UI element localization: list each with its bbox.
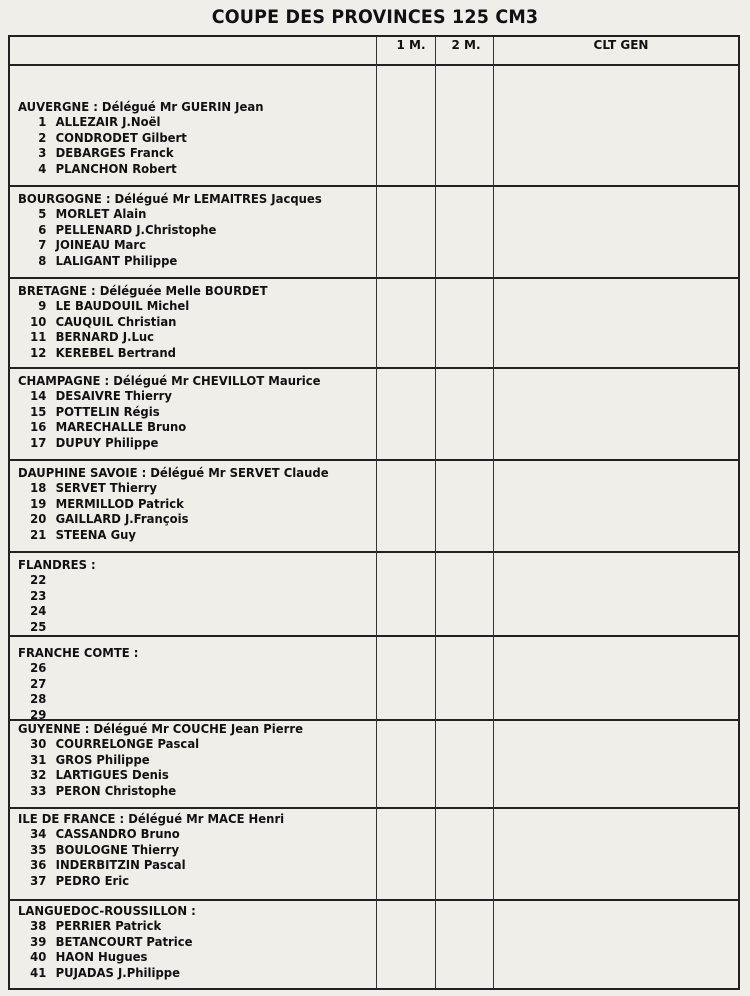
region-section [10,721,738,809]
rider-name: KEREBEL Bertrand [55,344,176,360]
region-header: DAUPHINE SAVOIE : Délégué Mr SERVET Claude [18,465,329,480]
rider-name: HAON Hugues [55,949,148,964]
rider-number: 33 [30,782,47,798]
rider-row [24,206,216,222]
results-table [8,35,740,990]
region-section [10,461,738,553]
region-header: ILE DE FRANCE : Délégué Mr MACE Henri [18,811,285,826]
column-header-round-2: 2 M. [451,38,481,52]
column-divider [376,37,377,988]
rider-row [24,826,186,842]
rider-number: 23 [30,587,47,603]
rider-list [24,826,198,888]
rider-row [24,918,193,934]
rider-number: 21 [30,526,47,542]
rider-row [24,752,199,768]
region-header: BOURGOGNE : Délégué Mr LEMAITRES Jacques [18,191,322,206]
rider-number: 12 [30,344,47,360]
rider-number: 22 [30,572,47,587]
rider-number: 6 [38,221,47,237]
rider-number: 37 [30,872,47,888]
page-title: COUPE DES PROVINCES 125 CM3 [211,6,539,28]
rider-row [24,114,187,130]
rider-name: PEDRO Eric [55,872,130,888]
rider-row [24,949,193,965]
rider-number: 32 [30,767,47,782]
rider-number: 2 [38,129,47,145]
region-section [10,187,738,279]
rider-row [24,496,189,512]
rider-name: PERON Christophe [55,782,177,798]
rider-name: DESAIVRE Thierry [55,388,172,403]
rider-row [24,237,216,253]
rider-name: LARTIGUES Denis [55,767,169,782]
rider-name: DEBARGES Franck [55,145,174,160]
rider-list [24,480,201,542]
rider-number: 17 [30,434,47,450]
rider-number: 11 [30,329,47,344]
rider-number: 8 [38,252,47,268]
column-divider [435,37,436,988]
region-header: CHAMPAGNE : Délégué Mr CHEVILLOT Maurice [18,373,321,388]
rider-number: 38 [30,918,47,933]
rider-row [24,965,193,981]
rider-name: POTTELIN Régis [55,403,160,419]
rider-row [24,404,186,420]
rider-list [24,388,199,450]
rider-row [24,527,189,543]
rider-number: 27 [30,675,47,691]
rider-number: 34 [30,826,47,841]
rider-name: PUJADAS J.Philippe [55,964,180,980]
rider-row [24,676,56,692]
rider-name: BOULOGNE Thierry [55,841,180,857]
rider-number: 18 [30,480,47,495]
rider-name: GROS Philippe [55,751,150,767]
region-header: AUVERGNE : Délégué Mr GUERIN Jean [18,99,264,114]
rider-number: 3 [38,145,47,160]
rider-row [24,130,187,146]
region-header: FRANCHE COMTE : [18,645,139,660]
rider-row [24,145,187,161]
rider-number: 26 [30,660,47,675]
rider-name: SERVET Thierry [55,480,157,495]
region-section [10,637,738,721]
rider-name: BETANCOURT Patrice [55,933,193,949]
rider-row [24,298,189,314]
rider-row [24,345,189,361]
rider-number: 25 [30,618,47,634]
rider-row [24,691,56,707]
rider-number: 19 [30,495,47,511]
rider-number: 15 [30,403,47,419]
rider-row [24,388,186,404]
rider-row [24,783,199,799]
rider-list [24,736,212,798]
rider-name: CASSANDRO Bruno [55,826,180,841]
region-section [10,279,738,369]
rider-row [24,736,199,752]
column-header-round-1: 1 M. [396,38,426,52]
rider-row [24,329,189,345]
rider-number: 36 [30,857,47,872]
rider-number: 29 [30,706,47,722]
rider-row [24,842,186,858]
rider-name: MERMILLOD Patrick [55,495,184,511]
region-section [10,809,738,901]
region-section [10,901,738,990]
rider-name: LE BAUDOUIL Michel [55,298,190,313]
rider-number: 24 [30,603,47,618]
rider-row [24,660,56,676]
rider-number: 10 [30,313,47,329]
rider-row [24,873,186,889]
rider-number: 41 [30,964,47,980]
rider-row [24,419,186,435]
column-header-general-ranking: CLT GEN [593,38,649,52]
rider-row [24,253,216,269]
table-header [10,37,738,66]
rider-name: COURRELONGE Pascal [55,736,200,751]
rider-name: CONDRODET Gilbert [55,129,187,145]
rider-row [24,603,56,619]
rider-name: PLANCHON Robert [55,160,177,176]
rider-list [24,918,205,980]
rider-row [24,572,56,588]
rider-number: 9 [38,298,47,313]
rider-row [24,480,189,496]
rider-row [24,707,56,723]
rider-number: 1 [38,114,47,129]
rider-number: 16 [30,419,47,434]
rider-number: 35 [30,841,47,857]
rider-name: BERNARD J.Luc [55,329,155,344]
rider-number: 28 [30,691,47,706]
rider-name: ALLEZAIR J.Noël [55,114,161,129]
region-section [10,67,738,187]
rider-list [24,572,58,634]
rider-list [24,298,202,360]
rider-number: 5 [38,206,47,221]
column-divider [493,37,494,988]
rider-list [24,206,231,268]
region-header: GUYENNE : Délégué Mr COUCHE Jean Pierre [18,721,303,736]
rider-list [24,660,58,722]
rider-name: LALIGANT Philippe [55,252,178,268]
rider-number: 20 [30,511,47,526]
rider-name: PERRIER Patrick [55,918,162,933]
rider-row [24,511,189,527]
rider-number: 7 [38,237,47,252]
region-header: LANGUEDOC-ROUSSILLON : [18,903,196,918]
rider-name: INDERBITZIN Pascal [55,857,186,872]
region-header: FLANDRES : [18,557,96,572]
rider-number: 31 [30,751,47,767]
rider-number: 39 [30,933,47,949]
rider-row [24,857,186,873]
rider-name: MORLET Alain [55,206,147,221]
rider-row [24,314,189,330]
rider-name: CAUQUIL Christian [55,313,177,329]
rider-number: 30 [30,736,47,751]
rider-name: PELLENARD J.Christophe [55,221,217,237]
rider-row [24,435,186,451]
rider-number: 4 [38,160,47,176]
rider-name: DUPUY Philippe [55,434,159,450]
rider-list [24,114,199,176]
rider-row [24,161,187,177]
rider-name: MARECHALLE Bruno [55,419,187,434]
rider-row [24,767,199,783]
rider-row [24,934,193,950]
rider-number: 40 [30,949,47,964]
region-header: BRETAGNE : Déléguée Melle BOURDET [18,283,268,298]
rider-name: JOINEAU Marc [55,237,146,252]
region-section [10,553,738,637]
rider-row [24,222,216,238]
rider-name: GAILLARD J.François [55,511,189,526]
rider-name: STEENA Guy [55,526,136,542]
region-section [10,369,738,461]
rider-row [24,588,56,604]
rider-number: 14 [30,388,47,403]
rider-row [24,619,56,635]
